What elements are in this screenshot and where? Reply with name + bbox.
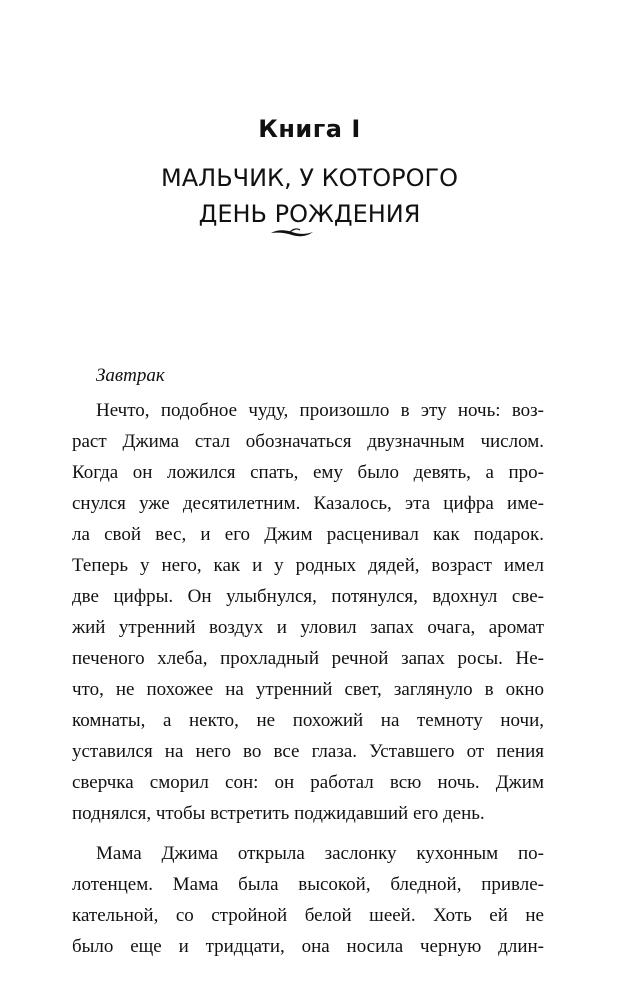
text-line: две цифры. Он улыбнулся, потянулся, вдохнул све-: [72, 586, 544, 607]
text-line: раст Джима стал обозначаться двузначным числом.: [72, 431, 544, 452]
text-line: жий утренний воздух и уловил запах очага, аромат: [72, 617, 544, 638]
text-line: комнаты, а некто, не похожий на темноту ночи,: [72, 710, 544, 731]
text-line: кательной, со стройной белой шеей. Хоть ей не: [72, 905, 544, 926]
text-line: ла свой вес, и его Джим расценивал как подарок.: [72, 524, 544, 545]
text-line: было еще и тридцати, она носила черную длин-: [72, 936, 544, 957]
text-line: снулся уже десятилетним. Казалось, эта цифра име-: [72, 493, 544, 514]
paragraph-1: [72, 395, 544, 829]
text-line: сверчка сморил сон: он работал всю ночь. Джим: [72, 772, 544, 793]
text-line: Мама Джима открыла заслонку кухонным по-: [96, 843, 544, 864]
text-line: Нечто, подобное чуду, произошло в эту ночь: воз-: [96, 400, 544, 421]
swash-ornament-icon: [270, 226, 314, 240]
text-line: печеного хлеба, прохладный речной запах росы. Не-: [72, 648, 544, 669]
body-text: [72, 395, 544, 962]
paragraph-2: [72, 838, 544, 962]
text-line: Когда он ложился спать, ему было девять, а про-: [72, 462, 544, 483]
text-line: лотенцем. Мама была высокой, бледной, привле-: [72, 874, 544, 895]
section-heading: Завтрак: [96, 365, 165, 386]
text-line: уставился на него во все глаза. Уставшего от пения: [72, 741, 544, 762]
part-title-line-2: ДЕНЬ РОЖДЕНИЯ: [198, 200, 421, 228]
part-title-line-1: МАЛЬЧИК, У КОТОРОГО: [161, 164, 458, 192]
book-label: Книга I: [258, 115, 361, 143]
text-line: Теперь у него, как и у родных дядей, возраст имел: [72, 555, 544, 576]
text-line: что, не похожее на утренний свет, заглянуло в окно: [72, 679, 544, 700]
part-title: [0, 160, 619, 232]
text-line: поднялся, чтобы встретить поджидавший его день.: [72, 803, 485, 824]
